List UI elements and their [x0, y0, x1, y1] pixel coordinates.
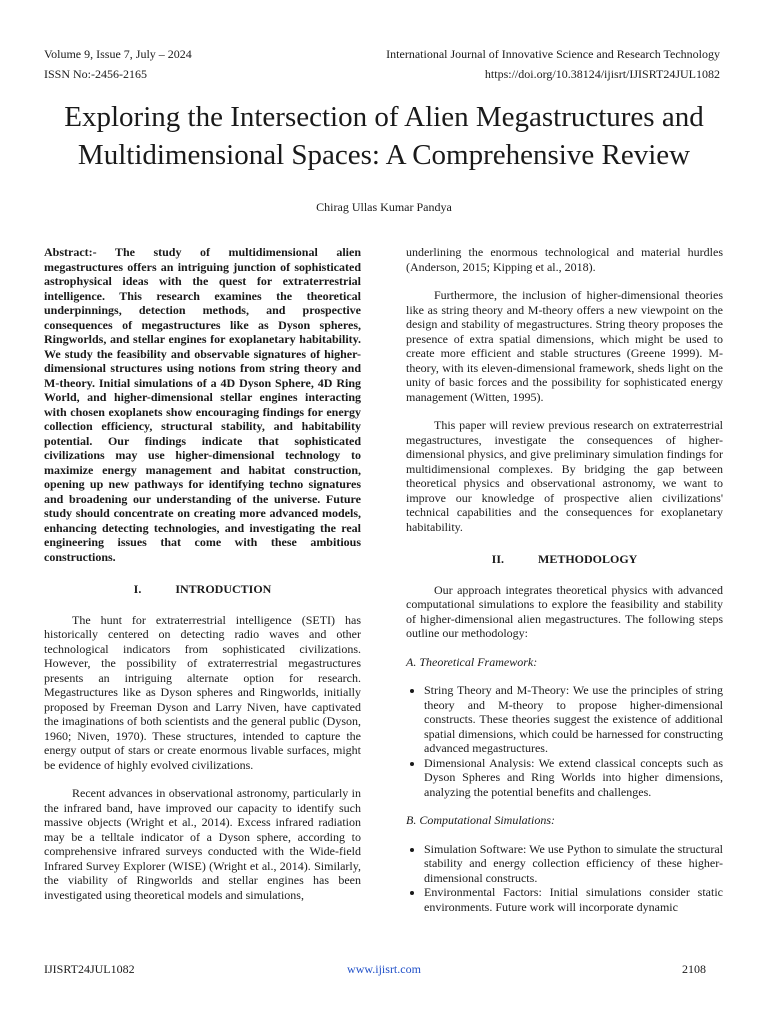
- section-number: II.: [491, 552, 504, 566]
- bullet-list-theoretical: [406, 683, 723, 799]
- paragraph: underlining the enormous technological and material hurdles (Anderson, 2015; Kipping et al., 2018).: [406, 245, 723, 274]
- section-heading-introduction: [44, 582, 361, 597]
- paragraph: Furthermore, the inclusion of higher-dimensional theories like as string theory and M-theory offers a new viewpoint on the design and stability of megastructures. String theory proposes the presence of extra spatial dimensions, which might be used to create more efficient and stable structures (Greene 1999). M-theory, with its eleven-dimensional framework, sheds light on the unity of basic forces and the possibility for sophisticated energy management (Witten, 1995).: [406, 288, 723, 404]
- right-column: [406, 245, 723, 928]
- list-item: • Dimensional Analysis: We extend classical concepts such as Dyson Spheres and Ring Worlds into higher dimensions, analyzing the potential benefits and challenges.: [424, 756, 723, 800]
- paper-title: Exploring the Intersection of Alien Megastructures and Multidimensional Spaces: A Comprehensive Review: [64, 101, 704, 171]
- paragraph: This paper will review previous research on extraterrestrial megastructures, investigate the consequences of higher-dimensional physics, and give preliminary simulation findings for multidimensional complexes. By bridging the gap between theoretical physics and observational astronomy, we want to improve our knowledge of prospective alien civilizations' technical capabilities and the consequences for exoplanetary habitability.: [406, 418, 723, 534]
- section-heading-methodology: [406, 552, 723, 567]
- list-item: • Simulation Software: We use Python to simulate the structural stability and energy collection efficiency of these higher-dimensional constructs.: [424, 842, 723, 886]
- subsection-heading-theoretical-framework: A. Theoretical Framework:: [406, 654, 538, 669]
- section-number: I.: [133, 582, 142, 596]
- list-item: • Environmental Factors: Initial simulations consider static environments. Future work will incorporate dynamic: [424, 885, 723, 914]
- website-link[interactable]: www.ijisrt.com: [347, 962, 421, 976]
- paragraph: Recent advances in observational astronomy, particularly in the infrared band, have improved our capacity to identify such massive objects (Wright et al., 2014). Excess infrared radiation may be a telltale indicator of a Dyson sphere, according to comprehensive infrared surveys conducted with the Wide-field Infrared Survey Explorer (WISE) (Wright et al., 2014). Similarly, the viability of Ringworlds and stellar engines has been investigated using theoretical models and simulations,: [44, 786, 361, 902]
- paper-id: IJISRT24JUL1082: [44, 962, 135, 976]
- list-item: • String Theory and M-Theory: We use the principles of string theory and M-theory to propose higher-dimensional constructs. These theories suggest the existence of additional spatial dimensions, which could be harnessed for constructing advanced megastructures.: [424, 683, 723, 756]
- abstract: Abstract:- The study of multidimensional alien megastructures offers an intriguing junction of sophisticated astrophysical ideas with the quest for extraterrestrial intelligence. This research examines the theoretical underpinnings, detection methods, and prospective consequences of megastructures like as Dyson spheres, Ringworlds, and stellar engines for exoplanetary habitability. We study the feasibility and observable signatures of higher-dimensional structures using notions from string theory and M-theory. Initial simulations of a 4D Dyson Sphere, 4D Ring World, and higher-dimensional stellar engines interacting with chosen exoplanets show encouraging findings for energy collection efficiency, structural stability, and habitability potential. Our findings indicate that sophisticated civilizations may use higher-dimensional technology to maximize energy management and habitat construction, opening up new pathways for identifying techno signatures and broadening our understanding of the universe. Future study should concentrate on creating more advanced models, enhancing detecting technologies, and investigating the real engineering issues that come with these ambitious constructions.: [44, 245, 361, 564]
- section-title: METHODOLOGY: [538, 552, 638, 566]
- paragraph: The hunt for extraterrestrial intelligence (SETI) has historically centered on detecting radio waves and other technological indicators from sophisticated civilizations. However, the possibility of extraterrestrial megastructures presents an intriguing alternate option for research. Megastructures like as Dyson spheres and Ringworlds, initially proposed by Freeman Dyson and Larry Niven, have captivated the imaginations of both scientists and the general public (Dyson, 1960; Niven, 1970). These structures, intended to capture the energy output of stars or create enormous livable surfaces, might be evidence of highly evolved civilizations.: [44, 612, 361, 772]
- journal-name: International Journal of Innovative Science and Research Technology: [386, 47, 720, 61]
- section-title: INTRODUCTION: [175, 582, 272, 596]
- bullet-list-simulations: [406, 842, 723, 915]
- page-number: 2108: [682, 962, 706, 976]
- subsection-heading-computational-simulations: B. Computational Simulations:: [406, 813, 556, 827]
- paragraph: Our approach integrates theoretical physics with advanced computational simulations to explore the feasibility and stability of higher-dimensional alien megastructures. The following steps outline our methodology:: [406, 582, 723, 640]
- author-name: Chirag Ullas Kumar Pandya: [316, 200, 452, 214]
- volume-info: Volume 9, Issue 7, July – 2024: [44, 47, 192, 61]
- issn: ISSN No:-2456-2165: [44, 67, 148, 81]
- left-column: [44, 245, 361, 916]
- doi-link[interactable]: https://doi.org/10.38124/ijisrt/IJISRT24JUL1082: [484, 67, 720, 81]
